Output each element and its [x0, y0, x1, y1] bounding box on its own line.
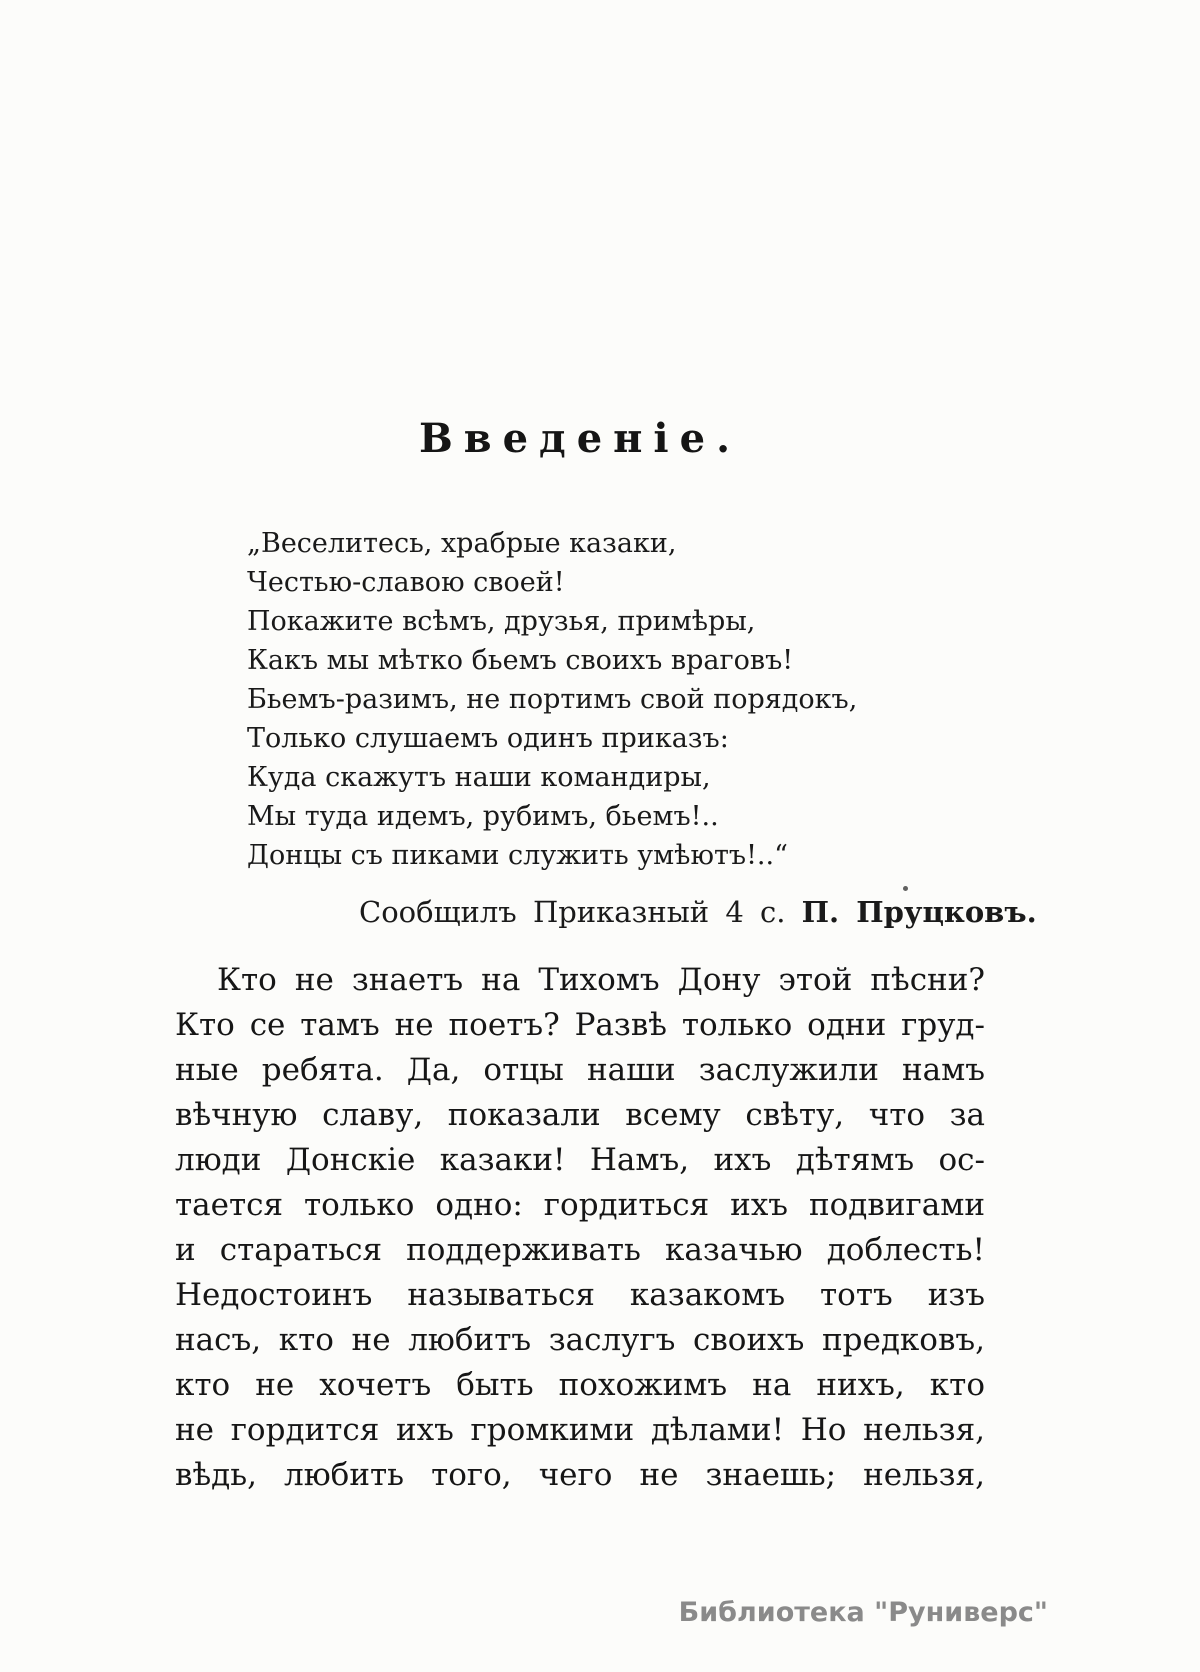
body-line: вѣчную славу, показали всему свѣту, что за — [175, 1097, 985, 1133]
body-line: кто не хочетъ быть похожимъ на нихъ, кто — [175, 1367, 985, 1403]
poem-line: Донцы съ пиками служить умѣютъ!..“ — [247, 840, 788, 871]
poem-line: Только слушаемъ одинъ приказъ: — [247, 723, 729, 754]
library-watermark: Библиотека "Руниверс" — [678, 1597, 1048, 1628]
body-line: Кто се тамъ не поетъ? Развѣ только одни груд- — [175, 1007, 985, 1043]
poem-line: Мы туда идемъ, рубимъ, бьемъ!.. — [247, 801, 719, 832]
page-title: Введеніе. — [418, 415, 741, 462]
poem-line: „Веселитесь, храбрые казаки, — [247, 528, 677, 559]
poem-line: Какъ мы мѣтко бьемъ своихъ враговъ! — [247, 645, 794, 676]
attribution-prefix: Сообщилъ Приказный 4 с. — [359, 895, 802, 929]
poem-line: Покажите всѣмъ, друзья, примѣры, — [247, 606, 756, 637]
poem-line: Честью-славою своей! — [247, 567, 565, 598]
body-line: ные ребята. Да, отцы наши заслужили намъ — [175, 1052, 985, 1088]
attribution-line — [359, 895, 1037, 929]
print-artifact-dot — [903, 886, 908, 891]
body-line: вѣдь, любить того, чего не знаешь; нельзя, — [175, 1457, 985, 1493]
body-line: не гордится ихъ громкими дѣлами! Но нельзя, — [175, 1412, 985, 1448]
poem-line: Бьемъ-разимъ, не портимъ свой порядокъ, — [247, 684, 858, 715]
poem-line: Куда скажутъ наши командиры, — [247, 762, 711, 793]
attribution-name: П. Пруцковъ. — [801, 895, 1037, 929]
body-line: и стараться поддерживать казачью доблесть! — [175, 1232, 985, 1268]
body-line: насъ, кто не любитъ заслугъ своихъ предковъ, — [175, 1322, 985, 1358]
epigraph-poem — [247, 524, 857, 875]
body-line: люди Донскіе казаки! Намъ, ихъ дѣтямъ ос- — [175, 1142, 985, 1178]
body-line: Кто не знаетъ на Тихомъ Дону этой пѣсни? — [217, 962, 985, 998]
body-line: тается только одно: гордиться ихъ подвигами — [175, 1187, 985, 1223]
body-line: Недостоинъ называться казакомъ тотъ изъ — [175, 1277, 985, 1313]
body-paragraph — [175, 958, 985, 1498]
